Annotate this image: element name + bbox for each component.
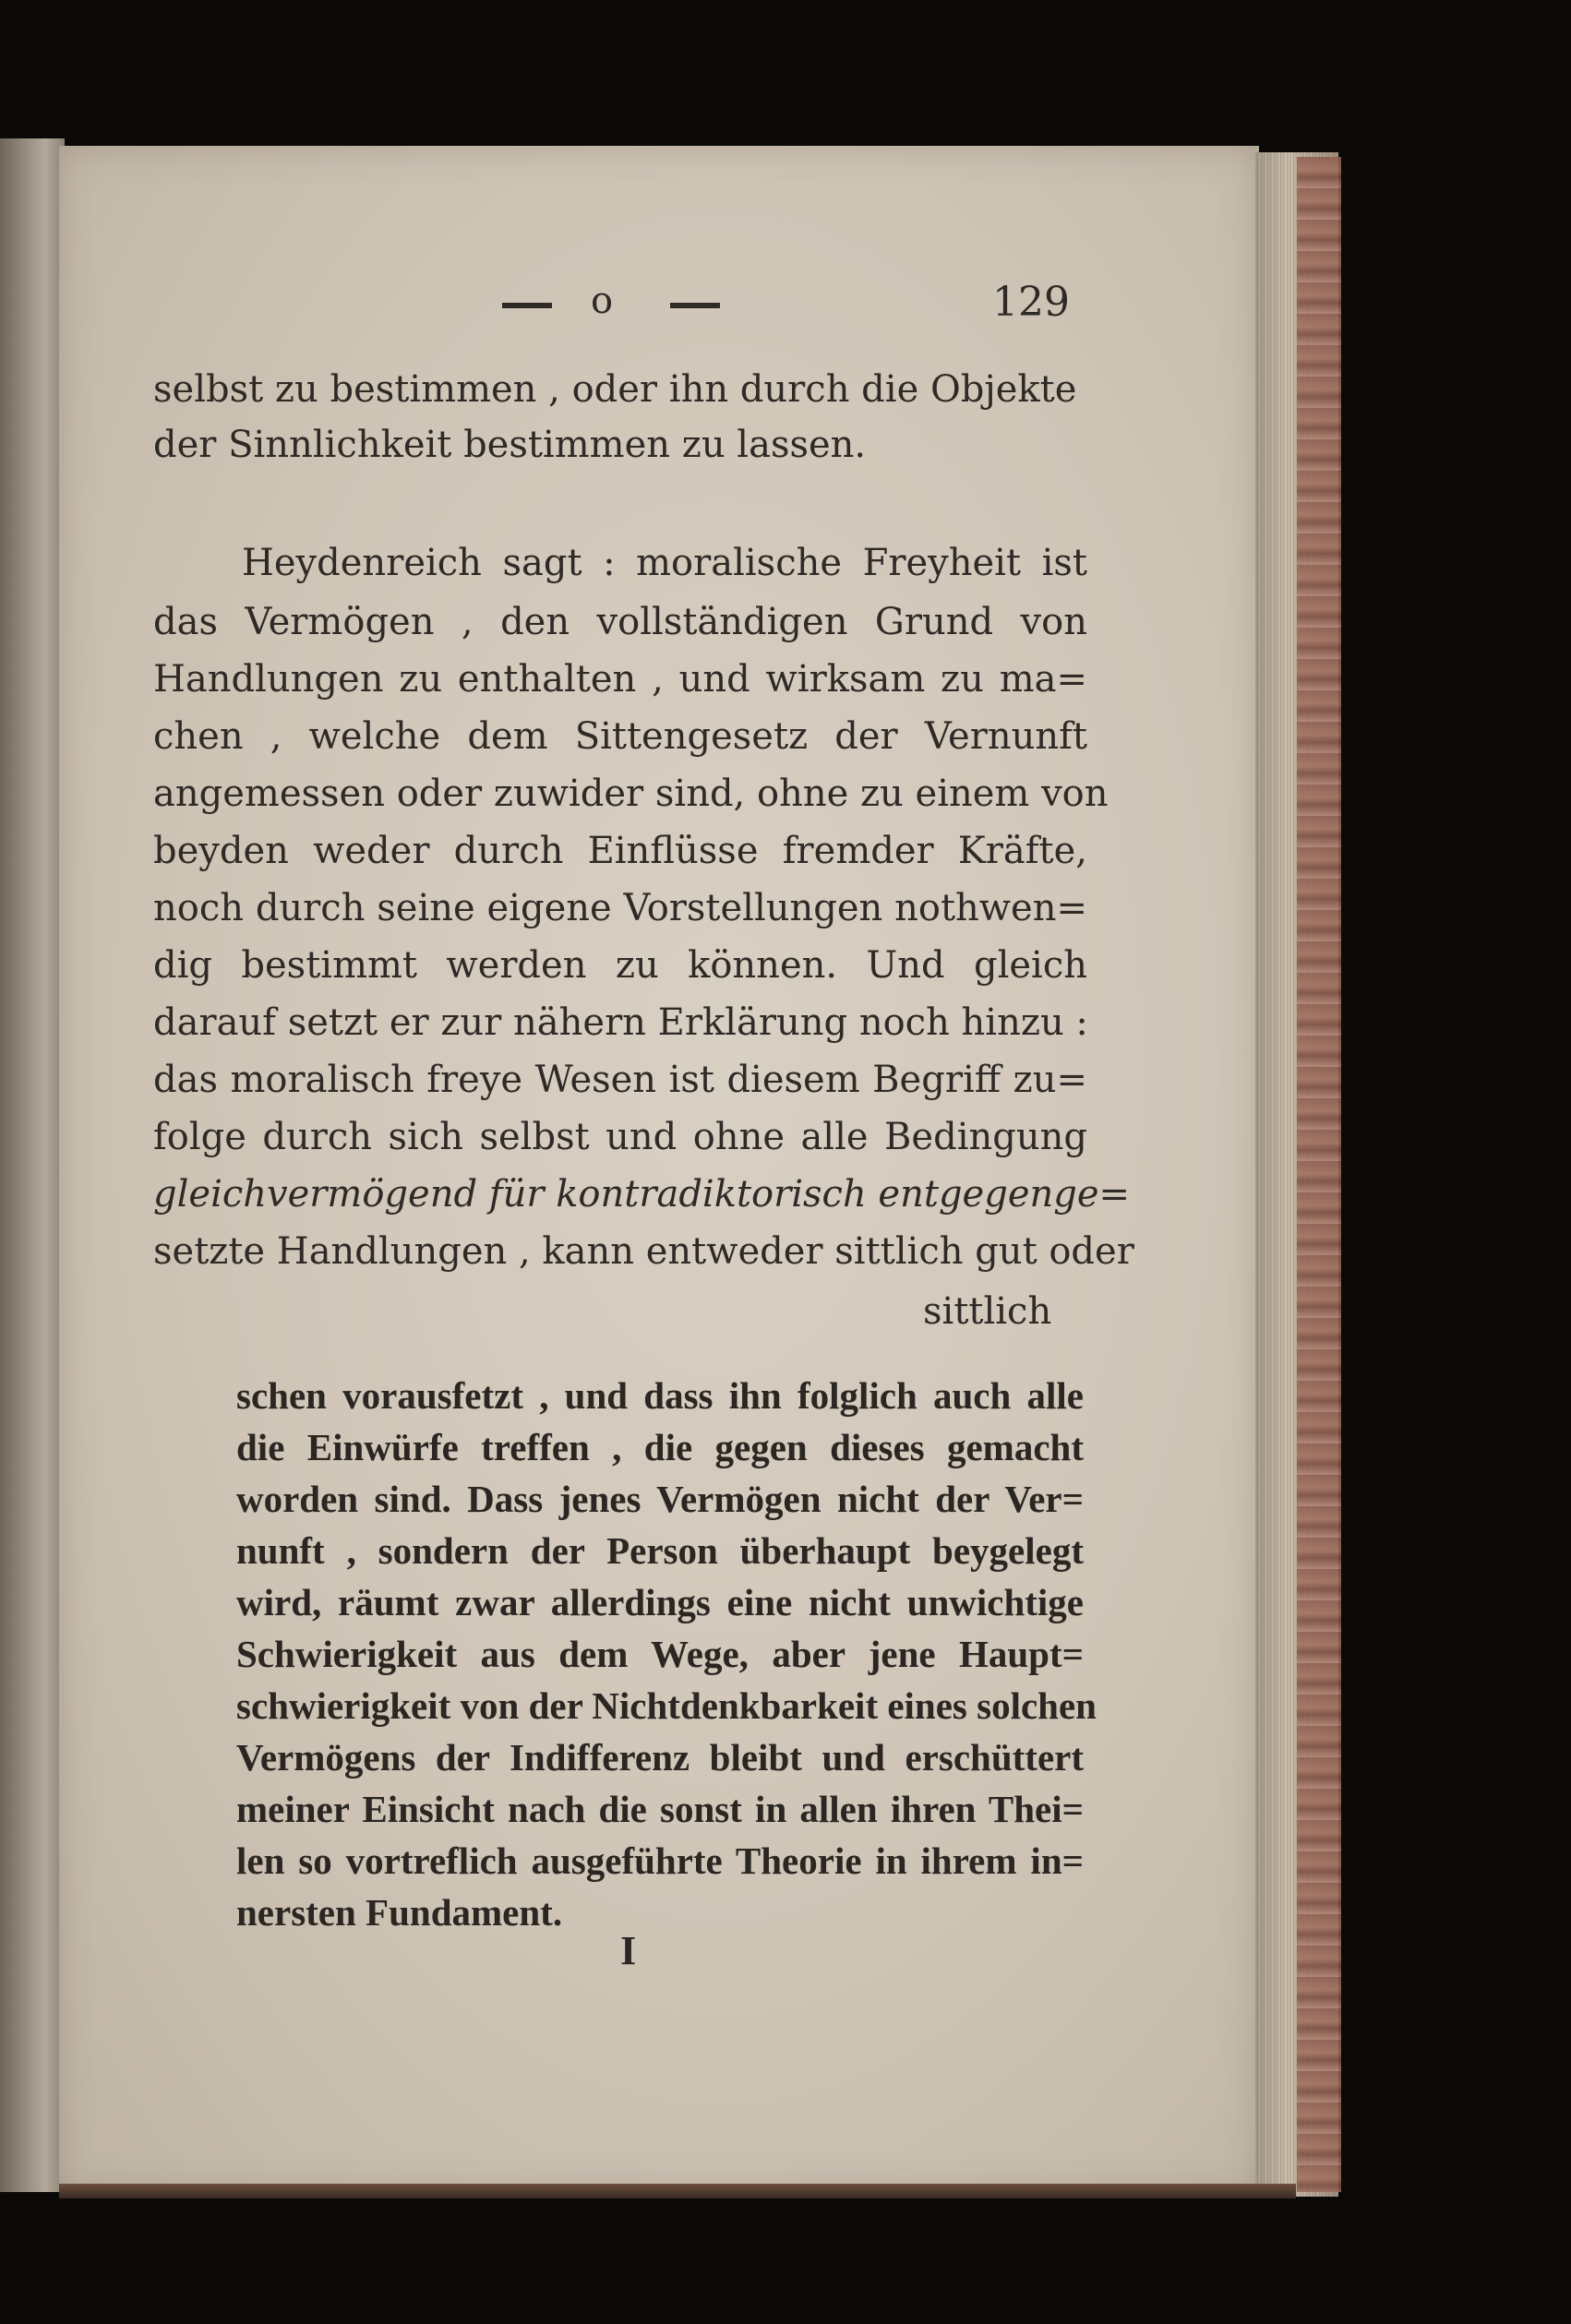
text-line: selbst zu bestimmen , oder ihn durch die Objekte — [153, 368, 1077, 411]
left-page-edge — [0, 138, 65, 2192]
text-line: Heydenreich sagt : moralische Freyheit ist — [242, 542, 1087, 584]
text-line: die Einwürfe treffen , die gegen dieses gemacht — [236, 1426, 1084, 1468]
text-line: das moralisch freye Wesen ist diesem Begriff zu= — [153, 1059, 1087, 1101]
header-ornament: o — [591, 280, 614, 322]
signature-mark: I — [620, 1928, 637, 1973]
text-line: wird, räumt zwar allerdings eine nicht unwichtige — [236, 1581, 1084, 1623]
header-rule-right — [670, 303, 720, 308]
text-line: dig bestimmt werden zu können. Und gleich — [153, 944, 1087, 987]
text-line: chen , welche dem Sittengesetz der Vernunft — [153, 715, 1087, 758]
text-line: noch durch seine eigene Vorstellungen nothwen= — [153, 887, 1087, 929]
text-line: Vermögens der Indifferenz bleibt und erschüttert — [236, 1736, 1084, 1779]
catchword: sittlich — [923, 1290, 1052, 1333]
text-line: darauf setzt er zur nähern Erklärung noch hinzu : — [153, 1001, 1088, 1044]
running-header — [498, 277, 1089, 332]
page-bottom-edge — [59, 2184, 1296, 2198]
text-line: folge durch sich selbst und ohne alle Bedingung — [153, 1116, 1087, 1158]
cover-edge — [1297, 157, 1341, 2192]
text-line: Handlungen zu enthalten , und wirksam zu ma= — [153, 658, 1087, 701]
text-line: setzte Handlungen , kann entweder sittlich gut oder — [153, 1230, 1134, 1273]
text-line: nunft , sondern der Person überhaupt beygelegt — [236, 1529, 1084, 1572]
text-line: der Sinnlichkeit bestimmen zu lassen. — [153, 424, 867, 466]
text-line: Schwierigkeit aus dem Wege, aber jene Haupt= — [236, 1633, 1084, 1675]
header-rule-left — [502, 303, 552, 308]
text-line: meiner Einsicht nach die sonst in allen ihren Thei= — [236, 1788, 1084, 1830]
text-line: schen vorausfetzt , und dass ihn folglich auch alle — [236, 1374, 1084, 1417]
text-line: nersten Fundament. — [236, 1891, 563, 1934]
text-line: schwierigkeit von der Nichtdenkbarkeit eines solchen — [236, 1684, 1097, 1727]
text-line: angemessen oder zuwider sind, ohne zu einem von — [153, 773, 1109, 815]
text-line: gleichvermögend für kontradiktorisch entgegenge= — [153, 1173, 1131, 1216]
text-line: worden sind. Dass jenes Vermögen nicht der Ver= — [236, 1478, 1084, 1520]
text-line: das Vermögen , den vollständigen Grund von — [153, 601, 1087, 643]
text-line: beyden weder durch Einflüsse fremder Kräfte, — [153, 830, 1087, 872]
page-number: 129 — [992, 279, 1070, 326]
text-line: len so vortreflich ausgeführte Theorie in ihrem in= — [236, 1839, 1084, 1882]
